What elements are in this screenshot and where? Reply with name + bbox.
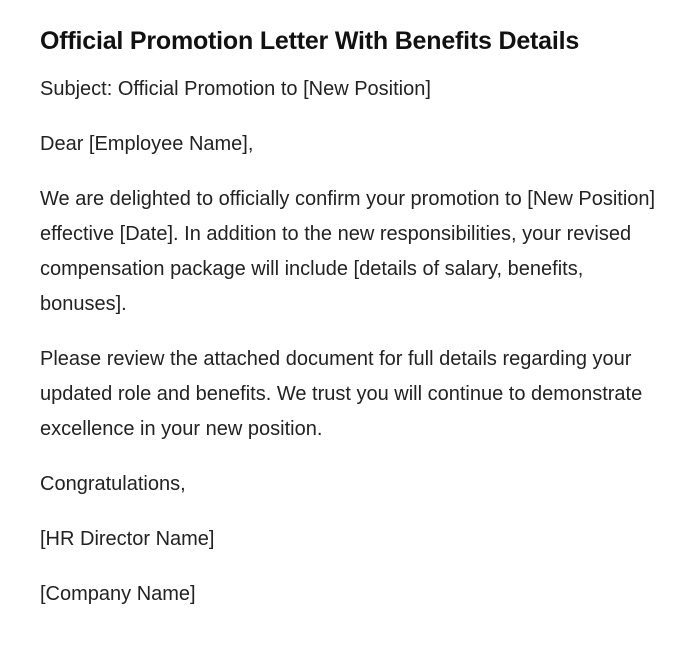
company-name: [Company Name] (40, 583, 196, 605)
salutation: Dear [Employee Name], (40, 133, 254, 155)
signatory-name: [HR Director Name] (40, 528, 215, 550)
closing-line: Congratulations, (40, 473, 186, 495)
body-paragraph-review: Please review the attached document for full details regarding your updated role and benefits. We trust you will continue to demonstrate excellence in your new position. (40, 348, 643, 440)
subject-line: Subject: Official Promotion to [New Position] (40, 78, 431, 100)
body-paragraph-promotion: We are delighted to officially confirm your promotion to [New Position] effective [Date]. In addition to the new responsibilities, your revised compensation package will include [details of salary, benefits, bonuses]. (40, 188, 656, 315)
letter-title: Official Promotion Letter With Benefits Details (40, 27, 580, 55)
